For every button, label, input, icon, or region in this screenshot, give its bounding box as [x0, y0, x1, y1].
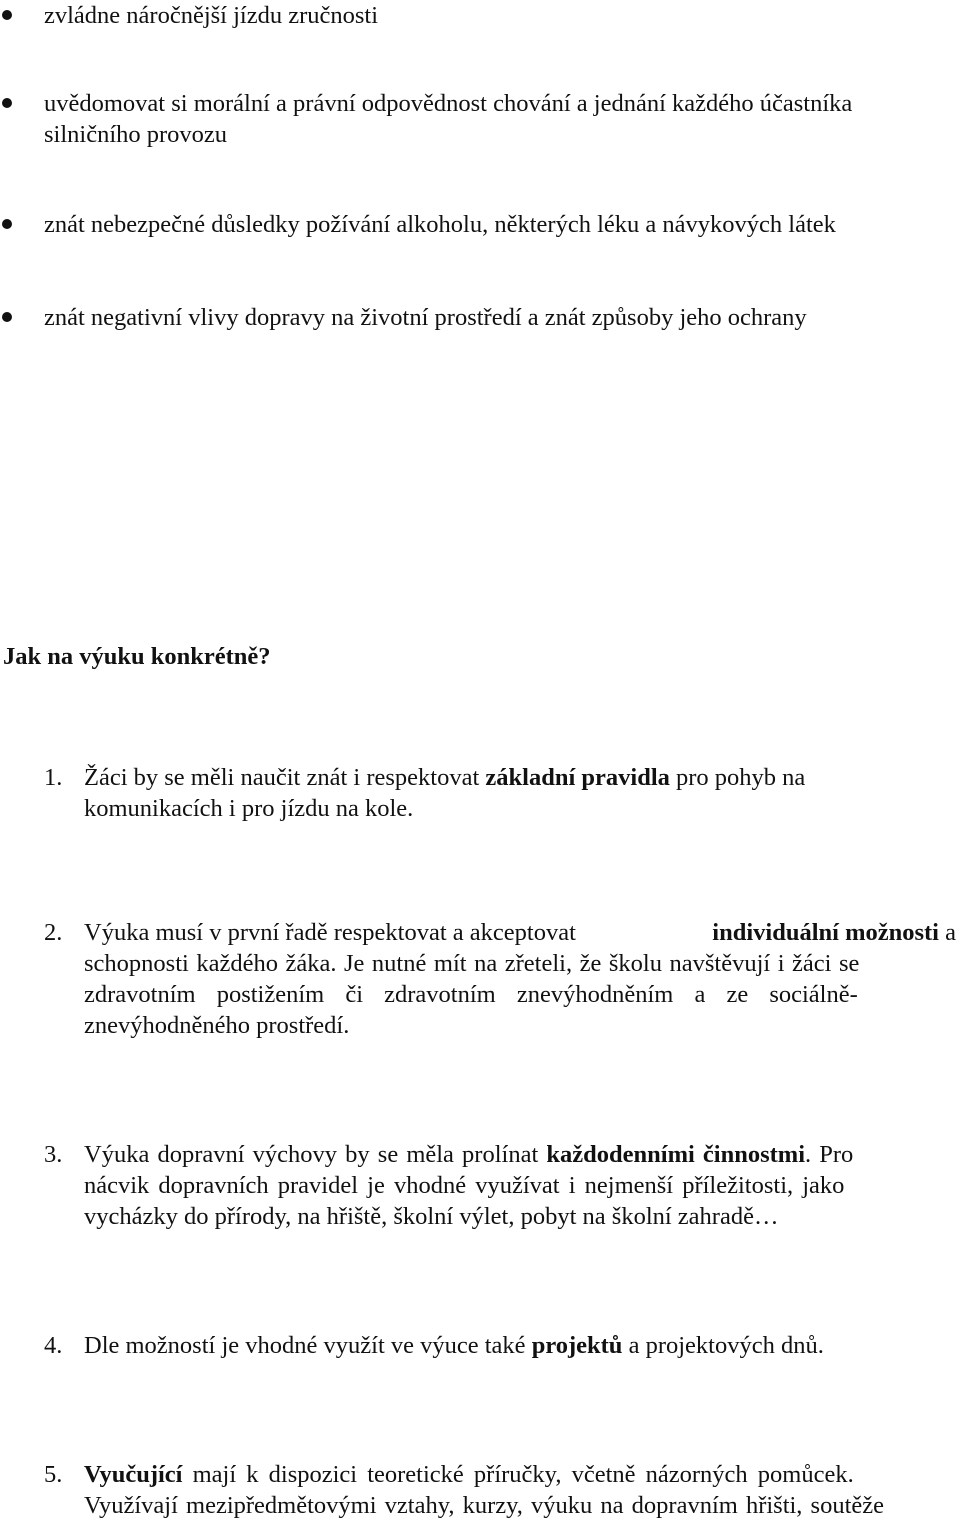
bullet-text: znát negativní vlivy dopravy na životní prostředí a znát způsoby jeho ochrany [44, 304, 807, 331]
bold-text-run: individuální možnosti [712, 919, 939, 946]
item-number: 3. [44, 1141, 63, 1168]
text-run: pro pohyb na [669, 764, 806, 791]
section-heading: Jak na výuku konkrétně? [3, 643, 271, 670]
bold-text-run: základní pravidla [485, 764, 670, 791]
text-run: Žáci by se měli naučit znát i respektovat [84, 764, 486, 791]
bullet-text: zvládne náročnější jízdu zručnosti [44, 2, 379, 29]
bullet-dot-icon [2, 219, 12, 229]
text-run: mají k dispozici teoretické příručky, včetně názorných pomůcek. [182, 1461, 854, 1488]
bullet-item [0, 88, 960, 150]
item-line: vycházky do přírody, na hřiště, školní výlet, pobyt na školní zahradě… [84, 1203, 779, 1230]
item-line: nácvik dopravních pravidel je vhodné využívat i nejmenší příležitosti, jako [84, 1172, 845, 1199]
item-line: schopnosti každého žáka. Je nutné mít na zřeteli, že školu navštěvují i žáci se [84, 950, 860, 977]
text-run: . Pro [805, 1141, 854, 1168]
bold-text-run: každodenními činnostmi [546, 1141, 806, 1168]
text-run: Výuka dopravní výchovy by se měla prolínat [84, 1141, 547, 1168]
item-line [84, 1330, 956, 1361]
item-number: 4. [44, 1332, 63, 1359]
item-line [84, 1459, 956, 1490]
item-line: znevýhodněného prostředí. [84, 1012, 350, 1039]
bullet-text: uvědomovat si morální a právní odpovědnost chování a jednání každého účastníka silničního provozu [44, 90, 853, 148]
item-line [84, 1139, 956, 1170]
item-number: 2. [44, 919, 63, 946]
bullet-dot-icon [2, 98, 12, 108]
bullet-dot-icon [2, 312, 12, 322]
bullet-item [0, 302, 960, 333]
item-text [84, 917, 956, 1041]
item-line: komunikacích i pro jízdu na kole. [84, 795, 414, 822]
bold-text-run: Vyučující [84, 1461, 183, 1488]
item-line: zdravotním postižením či zdravotním znevýhodněním a ze sociálně- [84, 981, 858, 1008]
item-text [84, 1139, 956, 1232]
item-number: 5. [44, 1461, 63, 1488]
text-run: a projektových dnů. [622, 1332, 824, 1359]
bold-text-run: projektů [531, 1332, 623, 1359]
item-line [84, 917, 956, 948]
bullet-text: znát nebezpečné důsledky požívání alkoholu, některých léku a návykových látek [44, 211, 836, 238]
text-run: a [939, 919, 956, 946]
item-line [84, 762, 956, 793]
item-text [84, 1330, 956, 1361]
bullet-dot-icon [2, 10, 12, 20]
bullet-item [0, 0, 960, 31]
text-run: Výuka musí v první řadě respektovat a akceptovat [84, 919, 583, 946]
item-text [84, 762, 956, 824]
bullet-item [0, 209, 960, 240]
text-run: Dle možností je vhodné využít ve výuce také [84, 1332, 532, 1359]
item-text [84, 1459, 956, 1521]
item-number: 1. [44, 764, 63, 791]
item-line: Využívají mezipředmětovými vztahy, kurzy, výuku na dopravním hřišti, soutěže [84, 1492, 885, 1519]
